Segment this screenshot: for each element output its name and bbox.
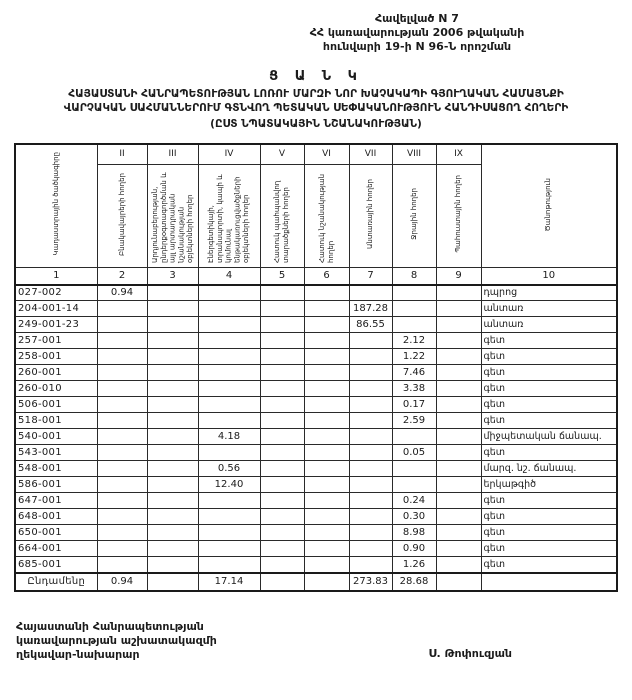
col-number: 5 — [260, 268, 304, 285]
col-header-infrastructure-lands: Էներգետիկայի, տրանսպորտի, կապի և կոմունալ ենթակառուցվածքների օբյեկտների հողեր — [198, 165, 260, 268]
page-subtitle: (ԸՍՏ ՆՊԱՏԱԿԱՅԻՆ ՆՇԱՆԱԿՈՒԹՅԱՆ) — [210, 117, 422, 130]
table-row — [15, 397, 617, 413]
col-header-protected-lands: Հատուկ պահպանվող տարածքների հողեր — [260, 165, 304, 268]
row-area-value — [436, 381, 481, 397]
row-area-value — [304, 493, 349, 509]
table-row — [15, 301, 617, 317]
row-area-value — [260, 381, 304, 397]
row-cadastral-code: 540-001 — [15, 429, 97, 445]
row-area-value — [147, 285, 198, 301]
row-area-value — [392, 429, 436, 445]
row-area-value — [97, 333, 147, 349]
row-cadastral-code: 664-001 — [15, 541, 97, 557]
row-cadastral-code: 543-001 — [15, 445, 97, 461]
row-area-value — [147, 525, 198, 541]
row-area-value — [198, 445, 260, 461]
row-area-value — [349, 461, 392, 477]
row-area-value — [198, 397, 260, 413]
document-title-block — [0, 69, 632, 129]
col-roman-2: II — [97, 144, 147, 165]
col-header-water-lands: Ջրային հողեր — [392, 165, 436, 268]
row-area-value — [436, 445, 481, 461]
row-note: գետ — [481, 445, 617, 461]
row-area-value — [304, 525, 349, 541]
appendix-line: հունվարի 19-ի N 96-Ն որոշման — [322, 39, 512, 53]
row-note: գետ — [481, 493, 617, 509]
row-area-value — [147, 477, 198, 493]
row-area-value — [147, 365, 198, 381]
col-number: 9 — [436, 268, 481, 285]
row-cadastral-code: 258-001 — [15, 349, 97, 365]
row-note: գետ — [481, 397, 617, 413]
row-area-value — [97, 397, 147, 413]
row-area-value — [97, 349, 147, 365]
col-number: 4 — [198, 268, 260, 285]
col-header-reserve-lands: Պահուստային հողեր — [436, 165, 481, 268]
row-area-value — [304, 365, 349, 381]
row-area-value — [349, 445, 392, 461]
col-header-special-purpose-lands: Հատուկ նշանակության հողեր — [304, 165, 349, 268]
row-area-value: 4.18 — [198, 429, 260, 445]
row-area-value: 7.46 — [392, 365, 436, 381]
col-number: 10 — [481, 268, 617, 285]
row-area-value — [260, 477, 304, 493]
row-note: երկաթգիծ — [481, 477, 617, 493]
signatory-title-line: Հայաստանի Հանրապետության — [16, 619, 204, 633]
row-area-value — [260, 429, 304, 445]
row-area-value — [147, 349, 198, 365]
row-area-value — [97, 541, 147, 557]
table-row — [15, 285, 617, 301]
footer — [16, 620, 512, 663]
table-row — [15, 461, 617, 477]
row-cadastral-code: 647-001 — [15, 493, 97, 509]
row-area-value — [304, 381, 349, 397]
col-roman-7: VII — [349, 144, 392, 165]
row-area-value — [349, 557, 392, 573]
table-row — [15, 525, 617, 541]
row-area-value — [260, 413, 304, 429]
row-area-value — [304, 429, 349, 445]
signatory-title-line: ղեկավար-նախարար — [16, 648, 140, 662]
row-area-value — [97, 301, 147, 317]
row-area-value — [198, 509, 260, 525]
row-area-value — [436, 285, 481, 301]
row-area-value — [349, 397, 392, 413]
row-note: միջպետական ճանապ. — [481, 429, 617, 445]
col-number: 2 — [97, 268, 147, 285]
table-row — [15, 381, 617, 397]
row-note — [481, 573, 617, 591]
row-area-value — [349, 541, 392, 557]
row-area-value: 28.68 — [392, 573, 436, 591]
col-roman-8: VIII — [392, 144, 436, 165]
row-area-value — [304, 349, 349, 365]
table-body — [15, 285, 617, 591]
row-area-value — [436, 493, 481, 509]
row-cadastral-code: 260-001 — [15, 365, 97, 381]
signatory-name: Ս. Թոփուզյան — [428, 647, 512, 661]
row-area-value — [198, 557, 260, 573]
row-note: դպրոց — [481, 285, 617, 301]
row-area-value: 0.94 — [97, 285, 147, 301]
row-area-value — [198, 413, 260, 429]
row-cadastral-code: 685-001 — [15, 557, 97, 573]
row-area-value — [97, 413, 147, 429]
row-area-value — [349, 285, 392, 301]
row-area-value — [304, 317, 349, 333]
row-area-value — [147, 381, 198, 397]
row-area-value — [147, 461, 198, 477]
row-area-value — [349, 349, 392, 365]
total-label: Ընդամենը — [15, 573, 97, 591]
row-area-value — [97, 525, 147, 541]
table-row — [15, 493, 617, 509]
row-area-value — [260, 301, 304, 317]
document-kind: Ց Ա Ն Կ — [269, 69, 363, 85]
row-note: անտառ — [481, 301, 617, 317]
col-number: 7 — [349, 268, 392, 285]
row-area-value: 273.83 — [349, 573, 392, 591]
row-area-value — [304, 397, 349, 413]
row-cadastral-code: 260-010 — [15, 381, 97, 397]
col-header-note: Ծանոթություն — [481, 144, 617, 268]
row-area-value — [97, 445, 147, 461]
row-area-value — [349, 365, 392, 381]
row-area-value — [198, 365, 260, 381]
row-area-value — [349, 333, 392, 349]
row-area-value: 0.56 — [198, 461, 260, 477]
row-area-value: 1.22 — [392, 349, 436, 365]
row-area-value — [304, 557, 349, 573]
row-area-value — [260, 317, 304, 333]
row-note: գետ — [481, 541, 617, 557]
row-note: գետ — [481, 413, 617, 429]
row-area-value — [198, 317, 260, 333]
table-header-number-row — [15, 268, 617, 285]
row-area-value — [436, 301, 481, 317]
row-area-value — [436, 557, 481, 573]
col-number: 3 — [147, 268, 198, 285]
col-roman-6: VI — [304, 144, 349, 165]
signatory-title-line: կառավարության աշխատակազմի — [16, 633, 217, 647]
row-area-value — [260, 493, 304, 509]
row-area-value — [436, 573, 481, 591]
row-cadastral-code: 648-001 — [15, 509, 97, 525]
row-area-value — [97, 493, 147, 509]
row-area-value — [392, 301, 436, 317]
row-area-value — [349, 477, 392, 493]
row-area-value — [198, 301, 260, 317]
row-area-value — [436, 333, 481, 349]
appendix-line: ՀՀ կառավարության 2006 թվականի — [309, 25, 525, 39]
row-area-value — [392, 477, 436, 493]
row-area-value — [436, 461, 481, 477]
row-note: մարզ. նշ. ճանապ. — [481, 461, 617, 477]
table-row — [15, 317, 617, 333]
row-area-value — [304, 461, 349, 477]
col-number: 6 — [304, 268, 349, 285]
row-area-value — [260, 333, 304, 349]
row-area-value — [97, 317, 147, 333]
row-area-value: 2.12 — [392, 333, 436, 349]
row-area-value — [260, 349, 304, 365]
row-note: գետ — [481, 365, 617, 381]
row-area-value — [349, 509, 392, 525]
row-area-value — [349, 413, 392, 429]
col-roman-3: III — [147, 144, 198, 165]
row-area-value — [349, 429, 392, 445]
row-area-value — [97, 557, 147, 573]
row-area-value — [436, 525, 481, 541]
row-area-value — [392, 317, 436, 333]
row-area-value: 2.59 — [392, 413, 436, 429]
row-area-value: 0.90 — [392, 541, 436, 557]
appendix-reference — [242, 12, 592, 53]
col-roman-5: V — [260, 144, 304, 165]
row-area-value — [260, 541, 304, 557]
row-area-value — [436, 397, 481, 413]
row-area-value — [260, 397, 304, 413]
row-cadastral-code: 506-001 — [15, 397, 97, 413]
row-area-value — [198, 381, 260, 397]
row-area-value — [260, 573, 304, 591]
row-area-value — [304, 477, 349, 493]
row-area-value — [260, 365, 304, 381]
col-roman-9: IX — [436, 144, 481, 165]
row-area-value — [147, 333, 198, 349]
row-area-value — [198, 349, 260, 365]
row-area-value — [436, 413, 481, 429]
row-area-value — [260, 285, 304, 301]
table-row — [15, 445, 617, 461]
row-area-value: 12.40 — [198, 477, 260, 493]
row-area-value — [198, 541, 260, 557]
row-note: գետ — [481, 381, 617, 397]
row-area-value — [97, 461, 147, 477]
table-row — [15, 365, 617, 381]
table-row — [15, 509, 617, 525]
row-cadastral-code: 518-001 — [15, 413, 97, 429]
col-header-cadastral-code: Կադաստրային ծածկագիրը — [15, 144, 97, 268]
col-header-settlement-lands: Բնակավայրերի հողեր — [97, 165, 147, 268]
row-area-value — [147, 557, 198, 573]
table-total-row — [15, 573, 617, 591]
row-area-value — [97, 365, 147, 381]
row-area-value — [436, 317, 481, 333]
row-note: գետ — [481, 333, 617, 349]
table-row — [15, 349, 617, 365]
land-categories-table — [14, 143, 618, 592]
appendix-line: Հավելված N 7 — [375, 12, 459, 25]
col-number: 1 — [15, 268, 97, 285]
row-area-value — [304, 413, 349, 429]
row-note: գետ — [481, 525, 617, 541]
col-header-forest-lands: Անտառային հողեր — [349, 165, 392, 268]
row-area-value: 17.14 — [198, 573, 260, 591]
row-area-value: 3.38 — [392, 381, 436, 397]
row-area-value — [147, 301, 198, 317]
col-header-industrial-lands: Արդյունաբերության, ընդերքօգտագործման և այլ արտադրական նշանակության օբյեկտների հողեր — [147, 165, 198, 268]
row-area-value — [260, 445, 304, 461]
row-area-value — [97, 477, 147, 493]
row-area-value — [198, 525, 260, 541]
row-cadastral-code: 204-001-14 — [15, 301, 97, 317]
col-roman-4: IV — [198, 144, 260, 165]
row-area-value — [304, 573, 349, 591]
signatory-title-block — [16, 620, 217, 663]
row-area-value — [198, 285, 260, 301]
row-area-value — [260, 509, 304, 525]
table-row — [15, 541, 617, 557]
row-area-value: 0.30 — [392, 509, 436, 525]
col-number: 8 — [392, 268, 436, 285]
row-area-value — [147, 541, 198, 557]
row-area-value — [260, 557, 304, 573]
page-title: ՀԱՅԱՍՏԱՆԻ ՀԱՆՐԱՊԵՏՈՒԹՅԱՆ ԼՈՌՈՒ ՄԱՐԶԻ ՆՈՐ ԽԱՉԱԿԱՊԻ ԳՅՈՒՂԱԿԱՆ ՀԱՄԱՅՆՔԻ ՎԱՐՉԱԿԱՆ ՍԱՀՄԱՆՆԵՐՈՒՄ ԳՏՆՎՈՂ ՊԵՏԱԿԱՆ ՍԵՓԱԿԱՆՈՒԹՅՈՒՆ ՀԱՆԴԻՍԱՑՈՂ ՀՈՂԵՐԻ — [63, 88, 569, 114]
row-area-value — [349, 525, 392, 541]
row-area-value — [304, 301, 349, 317]
row-area-value — [349, 493, 392, 509]
row-area-value — [260, 525, 304, 541]
row-area-value — [436, 477, 481, 493]
row-cadastral-code: 548-001 — [15, 461, 97, 477]
table-header-roman-row — [15, 144, 617, 165]
row-area-value — [147, 429, 198, 445]
row-area-value — [147, 509, 198, 525]
row-area-value — [436, 541, 481, 557]
row-area-value — [97, 381, 147, 397]
row-area-value: 86.55 — [349, 317, 392, 333]
row-cadastral-code: 586-001 — [15, 477, 97, 493]
row-area-value — [349, 381, 392, 397]
row-cadastral-code: 650-001 — [15, 525, 97, 541]
row-area-value — [147, 397, 198, 413]
row-area-value — [436, 429, 481, 445]
table-row — [15, 413, 617, 429]
row-area-value — [304, 333, 349, 349]
row-note: գետ — [481, 349, 617, 365]
row-area-value: 0.05 — [392, 445, 436, 461]
row-area-value — [147, 317, 198, 333]
row-area-value — [304, 541, 349, 557]
row-area-value — [304, 285, 349, 301]
table-row — [15, 429, 617, 445]
row-area-value — [147, 445, 198, 461]
row-note: անտառ — [481, 317, 617, 333]
row-cadastral-code: 249-001-23 — [15, 317, 97, 333]
row-cadastral-code: 027-002 — [15, 285, 97, 301]
table-row — [15, 477, 617, 493]
row-area-value: 0.24 — [392, 493, 436, 509]
row-area-value — [198, 493, 260, 509]
row-area-value — [97, 429, 147, 445]
row-area-value — [147, 413, 198, 429]
row-area-value — [436, 509, 481, 525]
row-area-value — [147, 573, 198, 591]
row-area-value — [97, 509, 147, 525]
row-area-value: 0.94 — [97, 573, 147, 591]
row-area-value — [260, 461, 304, 477]
row-area-value — [198, 333, 260, 349]
row-area-value — [392, 285, 436, 301]
row-area-value — [436, 349, 481, 365]
row-cadastral-code: 257-001 — [15, 333, 97, 349]
row-area-value — [304, 509, 349, 525]
row-area-value — [304, 445, 349, 461]
row-area-value: 8.98 — [392, 525, 436, 541]
row-area-value: 0.17 — [392, 397, 436, 413]
table-row — [15, 333, 617, 349]
row-note: գետ — [481, 509, 617, 525]
row-area-value — [392, 461, 436, 477]
table-row — [15, 557, 617, 573]
row-area-value — [436, 365, 481, 381]
row-area-value: 187.28 — [349, 301, 392, 317]
row-area-value — [147, 493, 198, 509]
row-note: գետ — [481, 557, 617, 573]
row-area-value: 1.26 — [392, 557, 436, 573]
